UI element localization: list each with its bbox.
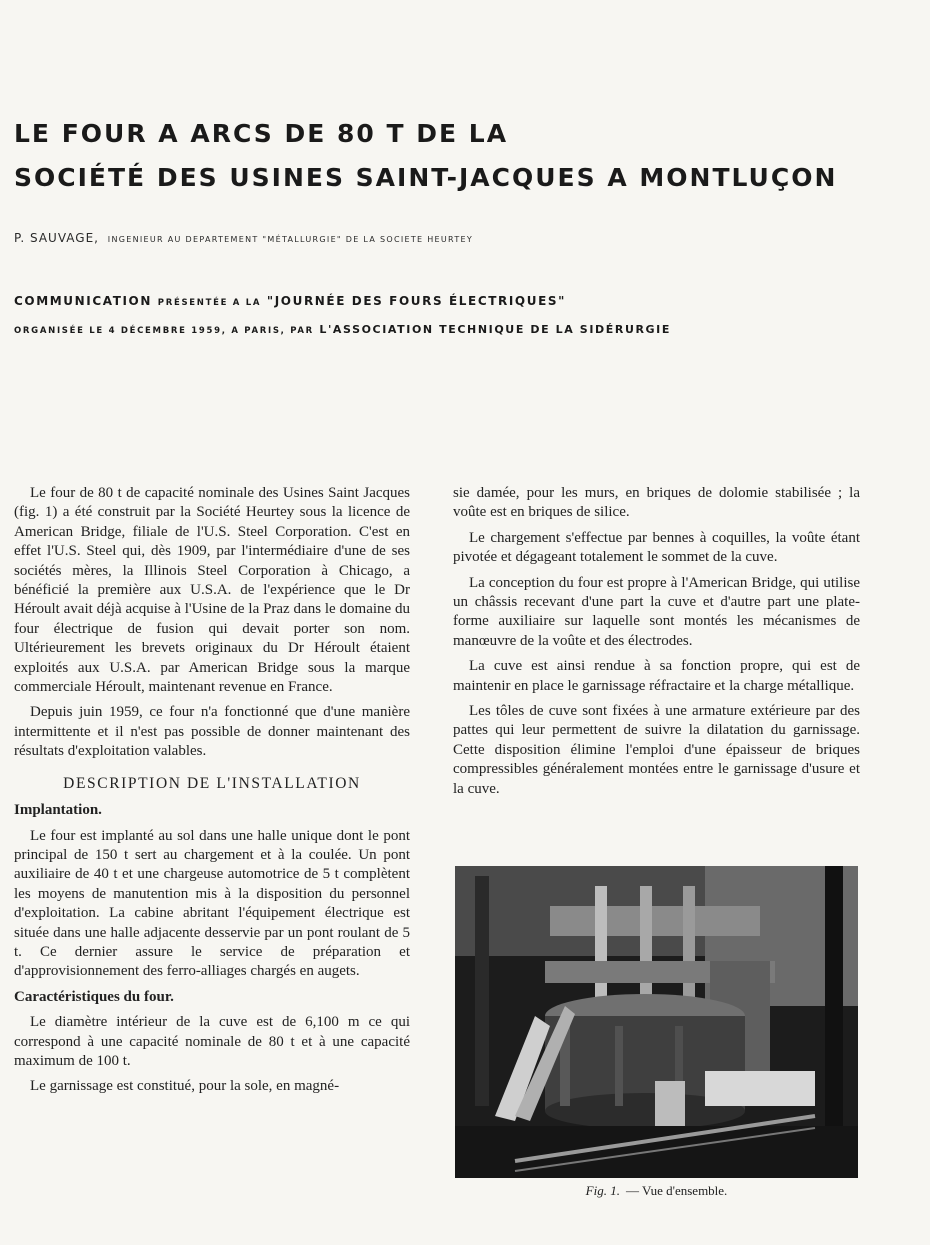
left-paragraph-1: Le four de 80 t de capacité nominale des Usines Saint Jacques (fig. 1) a été construit par la Société Heurtey sous la licence de American Bridge, filiale de l'U.S. Steel Corporation. C'est en effet l'U.S. Steel qui, dès 1909, par l'intermédiaire d'une de ses sociétés mères, la Illinois Steel Corporation à Chicago, a bénéficié la première aux U.S.A. de l'expérience que le Dr Héroult avait déjà acquise à l'Usine de la Praz dans le domaine du four électrique de fusion qui devait porter son nom. Ultérieurement les brevets originaux du Dr Héroult étaient exploités aux U.S.A. par American Bridge sous la marque commerciale Héroult, maintenant revenue en France.	[14, 485, 410, 696]
left-paragraph-4: Le diamètre intérieur de la cuve est de 6,100 m ce qui correspond à une capacité nominale de 80 t et à une capacité maximum de 100 t.	[14, 1014, 410, 1069]
article-title	[14, 112, 914, 200]
subheading-implantation: Implantation.	[14, 802, 102, 819]
communication-presented: PRÉSENTÉE A LA	[157, 298, 262, 308]
right-column	[453, 484, 860, 805]
author-role: INGENIEUR AU DEPARTEMENT "MÉTALLURGIE" DE LA SOCIETE HEURTEY	[107, 235, 474, 244]
left-paragraph-5: Le garnissage est constitué, pour la sole, en magné-	[30, 1078, 340, 1095]
right-paragraph-5: Les tôles de cuve sont fixées à une armature extérieure par des pattes qui leur permettent de suivre la dilatation du garnissage. Cette disposition élimine l'emploi d'une épaisseur de briques compressibles généralement montées entre le garnissage d'usure et la cuve.	[453, 703, 860, 797]
communication-organized: ORGANISÉE LE 4 DÉCEMBRE 1959, A PARIS, PAR	[14, 326, 314, 336]
subheading-characteristics: Caractéristiques du four.	[14, 988, 174, 1005]
left-paragraph-3: Le four est implanté au sol dans une halle unique dont le pont principal de 150 t sert au chargement et à la coulée. Un pont auxiliaire de 40 t et une chargeuse automotrice de 5 t complètent les moyens de manutention mis à la disposition du personnel d'exploitation. La cabine abritant l'équipement électrique est située dans une halle adjacente desservie par un pont roulant de 5 t. Ce dernier assure le service de préparation et d'approvisionnement des ferro-alliages chargés en augets.	[14, 827, 410, 980]
figure-caption-text: — Vue d'ensemble.	[625, 1183, 728, 1198]
communication-label: COMMUNICATION	[14, 294, 152, 308]
figure-label: Fig. 1.	[585, 1183, 620, 1198]
author-line	[14, 231, 473, 245]
section-heading: DESCRIPTION DE L'INSTALLATION	[63, 774, 361, 792]
communication-organizer: L'ASSOCIATION TECHNIQUE DE LA SIDÉRURGIE	[319, 323, 671, 336]
right-paragraph-2: Le chargement s'effectue par bennes à coquilles, la voûte étant pivotée et dégageant totalement le sommet de la cuve.	[453, 529, 860, 566]
right-paragraph-3: La conception du four est propre à l'American Bridge, qui utilise un châssis recevant d'une part la cuve et d'autre part une plate-forme auxiliaire sur laquelle sont montés les mécanismes de manœuvre de la voûte et des électrodes.	[453, 574, 860, 649]
left-paragraph-2: Depuis juin 1959, ce four n'a fonctionné que d'une manière intermittente et il n'est pas possible de donner maintenant des résultats d'exploitation valables.	[14, 704, 410, 760]
right-paragraph-4: La cuve est ainsi rendue à sa fonction propre, qui est de maintenir en place le garnissage réfractaire et la charge métallique.	[453, 658, 860, 694]
author-name: P. SAUVAGE,	[14, 231, 99, 245]
left-column	[14, 484, 410, 1103]
figure-caption	[455, 1183, 858, 1199]
title-line-2: SOCIÉTÉ DES USINES SAINT-JACQUES A MONTLUÇON	[14, 163, 838, 192]
communication-line-2	[14, 323, 914, 336]
communication-line-1	[14, 294, 914, 308]
communication-event: "JOURNÉE DES FOURS ÉLECTRIQUES"	[266, 294, 566, 308]
right-paragraph-1: sie damée, pour les murs, en briques de dolomie stabilisée ; la voûte est en briques de silice.	[453, 485, 860, 521]
title-line-1: LE FOUR A ARCS DE 80 T DE LA	[14, 119, 509, 148]
figure-photo	[455, 866, 858, 1178]
furnace-photo-illustration	[455, 866, 858, 1178]
